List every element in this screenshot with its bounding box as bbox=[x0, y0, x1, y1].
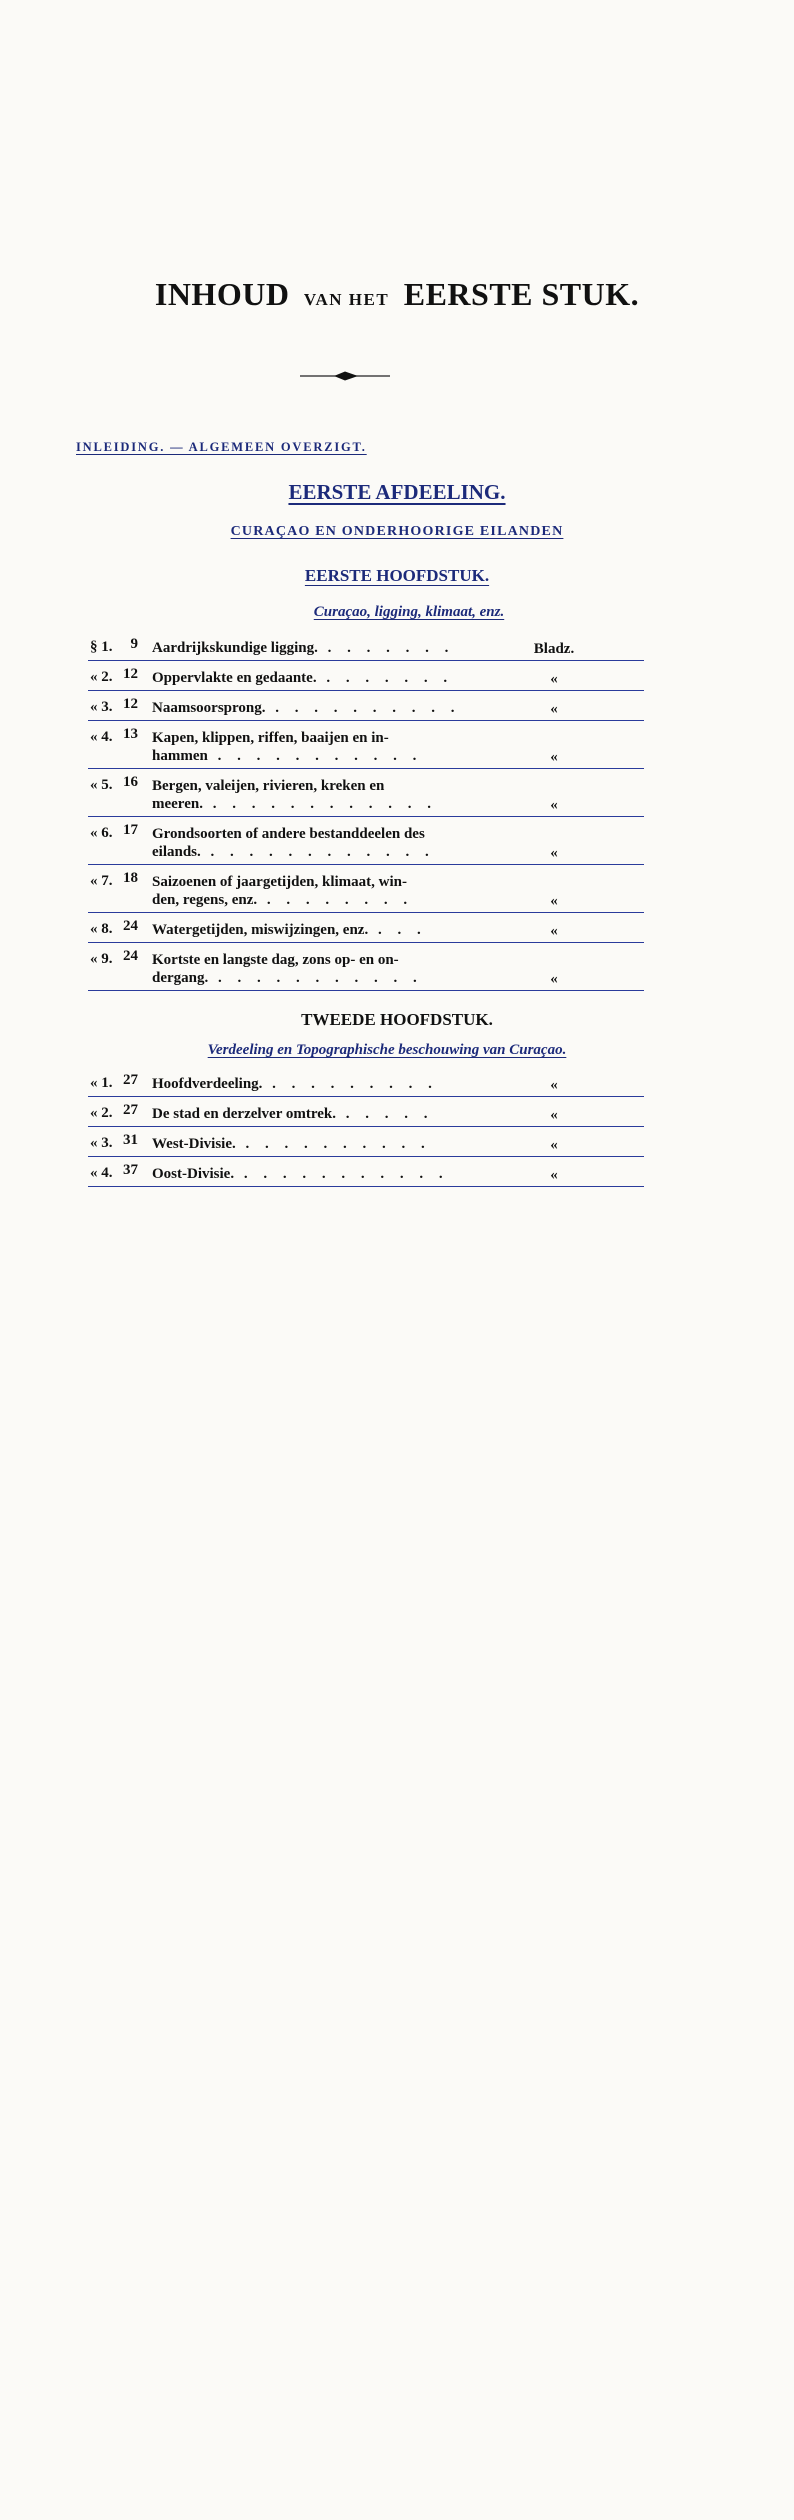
toc-page-label: « bbox=[550, 1167, 558, 1183]
title-part1: INHOUD bbox=[154, 276, 290, 312]
toc-leader-dots: . . . . . . . . . . . bbox=[207, 748, 423, 764]
toc-entry-line: Oppervlakte en gedaante. bbox=[152, 670, 317, 686]
toc-page-number: 18 bbox=[123, 870, 138, 886]
toc-entry-line: Naamsoorsprong. bbox=[152, 700, 266, 716]
afdeeling-heading: EERSTE AFDEELING. bbox=[288, 480, 506, 504]
eilanden-heading: CURAÇAO EN ONDERHOORIGE EILANDEN bbox=[230, 524, 564, 539]
toc-row bbox=[88, 636, 644, 661]
toc-page-label: « bbox=[550, 749, 558, 765]
toc-number: « 3. bbox=[90, 699, 113, 715]
toc-entry-text bbox=[152, 1132, 522, 1153]
toc-entry-line: De stad en derzelver omtrek. bbox=[152, 1106, 336, 1122]
toc-page-number: 12 bbox=[123, 696, 138, 712]
toc-leader-dots: . . . . . . . bbox=[317, 640, 455, 656]
toc-number: « 2. bbox=[90, 1105, 113, 1121]
title-part2: VAN HET bbox=[303, 290, 390, 309]
toc-number: « 5. bbox=[90, 777, 113, 793]
toc-row bbox=[88, 822, 644, 865]
toc-page-number: 31 bbox=[123, 1132, 138, 1148]
toc-leader-dots: . . . . . . . bbox=[316, 670, 454, 686]
toc-entry-text bbox=[152, 1102, 522, 1123]
toc-page-label: « bbox=[550, 671, 558, 687]
toc-entry-text bbox=[152, 666, 522, 687]
toc-leader-dots: . . . bbox=[368, 922, 427, 938]
toc-number: « 4. bbox=[90, 1165, 113, 1181]
toc-leader-dots: . . . . . . . . . . . bbox=[234, 1166, 449, 1182]
toc-entry-line: Oost-Divisie. bbox=[152, 1166, 235, 1182]
toc-page-label: « bbox=[550, 971, 558, 987]
toc-leader-dots: . . . . . . . . . . bbox=[235, 1136, 431, 1152]
toc-page-number: 37 bbox=[123, 1162, 138, 1178]
toc-page-number: 12 bbox=[123, 666, 138, 682]
toc-page-label: « bbox=[550, 797, 558, 813]
toc-page-number: 17 bbox=[123, 822, 138, 838]
toc-number: « 3. bbox=[90, 1135, 113, 1151]
toc-number: « 2. bbox=[90, 669, 113, 685]
toc-row bbox=[88, 666, 644, 691]
toc-page-number: 24 bbox=[123, 948, 138, 964]
toc-page-number: 24 bbox=[123, 918, 138, 934]
toc-entry-text bbox=[152, 822, 522, 861]
page-title bbox=[0, 276, 794, 313]
toc-number: « 6. bbox=[90, 825, 113, 841]
toc-row bbox=[88, 948, 644, 991]
toc-page-number: 27 bbox=[123, 1102, 138, 1118]
toc-entry-line: Kapen, klippen, riffen, baaijen en in- bbox=[152, 730, 389, 746]
toc-entry-text bbox=[152, 696, 522, 717]
toc-number: « 7. bbox=[90, 873, 113, 889]
toc-entry-line: dergang. bbox=[152, 970, 209, 986]
toc-leader-dots: . . . . . bbox=[335, 1106, 434, 1122]
toc-number: § 1. bbox=[90, 639, 113, 655]
toc-entry-text bbox=[152, 726, 522, 765]
toc-row bbox=[88, 1072, 644, 1097]
toc-entry-text bbox=[152, 918, 522, 939]
chapter2-subtitle: Verdeeling en Topographische beschouwing van Curaçao. bbox=[207, 1042, 567, 1058]
toc-page-number: 16 bbox=[123, 774, 138, 790]
toc-entry-line: West-Divisie. bbox=[152, 1136, 236, 1152]
toc-leader-dots: . . . . . . . . . bbox=[262, 1076, 438, 1092]
toc-entry-text bbox=[152, 1162, 522, 1183]
intro-heading: INLEIDING. — ALGEMEEN OVERZIGT. bbox=[76, 440, 367, 454]
toc-chapter1 bbox=[88, 636, 644, 996]
toc-page-label: « bbox=[550, 1077, 558, 1093]
toc-number: « 9. bbox=[90, 951, 113, 967]
toc-page-label: « bbox=[550, 701, 558, 717]
toc-leader-dots: . . . . . . . . . . bbox=[265, 700, 461, 716]
toc-entry-line: Bergen, valeijen, rivieren, kreken en bbox=[152, 778, 385, 794]
toc-page-label: « bbox=[550, 845, 558, 861]
toc-page-number: 13 bbox=[123, 726, 138, 742]
toc-page-label: Bladz. bbox=[533, 641, 575, 657]
toc-page-label: « bbox=[550, 1137, 558, 1153]
toc-leader-dots: . . . . . . . . . . . bbox=[208, 970, 423, 986]
toc-entry-text bbox=[152, 870, 522, 909]
toc-row bbox=[88, 870, 644, 913]
toc-leader-dots: . . . . . . . . . . . . bbox=[200, 844, 435, 860]
chapter1-subtitle: Curaçao, ligging, klimaat, enz. bbox=[313, 604, 505, 620]
toc-entry-line: Aardrijkskundige ligging. bbox=[152, 640, 318, 656]
toc-number: « 1. bbox=[90, 1075, 113, 1091]
chapter2-heading: TWEEDE HOOFDSTUK. bbox=[301, 1010, 493, 1029]
toc-entry-line: Watergetijden, miswijzingen, enz. bbox=[152, 922, 369, 938]
toc-chapter2 bbox=[88, 1072, 644, 1192]
toc-entry-line: Hoofdverdeeling. bbox=[152, 1076, 263, 1092]
toc-page-number: 9 bbox=[130, 636, 138, 652]
toc-leader-dots: . . . . . . . . . . . . bbox=[202, 796, 437, 812]
toc-number: « 4. bbox=[90, 729, 113, 745]
toc-entry-text bbox=[152, 636, 522, 657]
toc-entry-line: Saizoenen of jaargetijden, klimaat, win- bbox=[152, 874, 407, 890]
toc-page-label: « bbox=[550, 1107, 558, 1123]
toc-page-number: 27 bbox=[123, 1072, 138, 1088]
ornament-divider bbox=[300, 368, 390, 384]
toc-entry-text bbox=[152, 948, 522, 987]
toc-entry-line: meeren. bbox=[152, 796, 203, 812]
toc-entry-line: Grondsoorten of andere bestanddeelen des bbox=[152, 826, 425, 842]
toc-page-label: « bbox=[550, 923, 558, 939]
toc-row bbox=[88, 1162, 644, 1187]
toc-row bbox=[88, 918, 644, 943]
toc-row bbox=[88, 774, 644, 817]
toc-row bbox=[88, 726, 644, 769]
toc-number: « 8. bbox=[90, 921, 113, 937]
toc-entry-text bbox=[152, 1072, 522, 1093]
toc-page-label: « bbox=[550, 893, 558, 909]
toc-row bbox=[88, 696, 644, 721]
toc-entry-line: eilands. bbox=[152, 844, 201, 860]
toc-entry-line: hammen bbox=[152, 748, 208, 764]
chapter1-heading: EERSTE HOOFDSTUK. bbox=[304, 566, 490, 585]
toc-row bbox=[88, 1132, 644, 1157]
toc-entry-line: den, regens, enz. bbox=[152, 892, 258, 908]
toc-leader-dots: . . . . . . . . bbox=[257, 892, 414, 908]
toc-entry-line: Kortste en langste dag, zons op- en on- bbox=[152, 952, 399, 968]
title-part3: EERSTE STUK. bbox=[403, 276, 640, 312]
toc-entry-text bbox=[152, 774, 522, 813]
toc-row bbox=[88, 1102, 644, 1127]
